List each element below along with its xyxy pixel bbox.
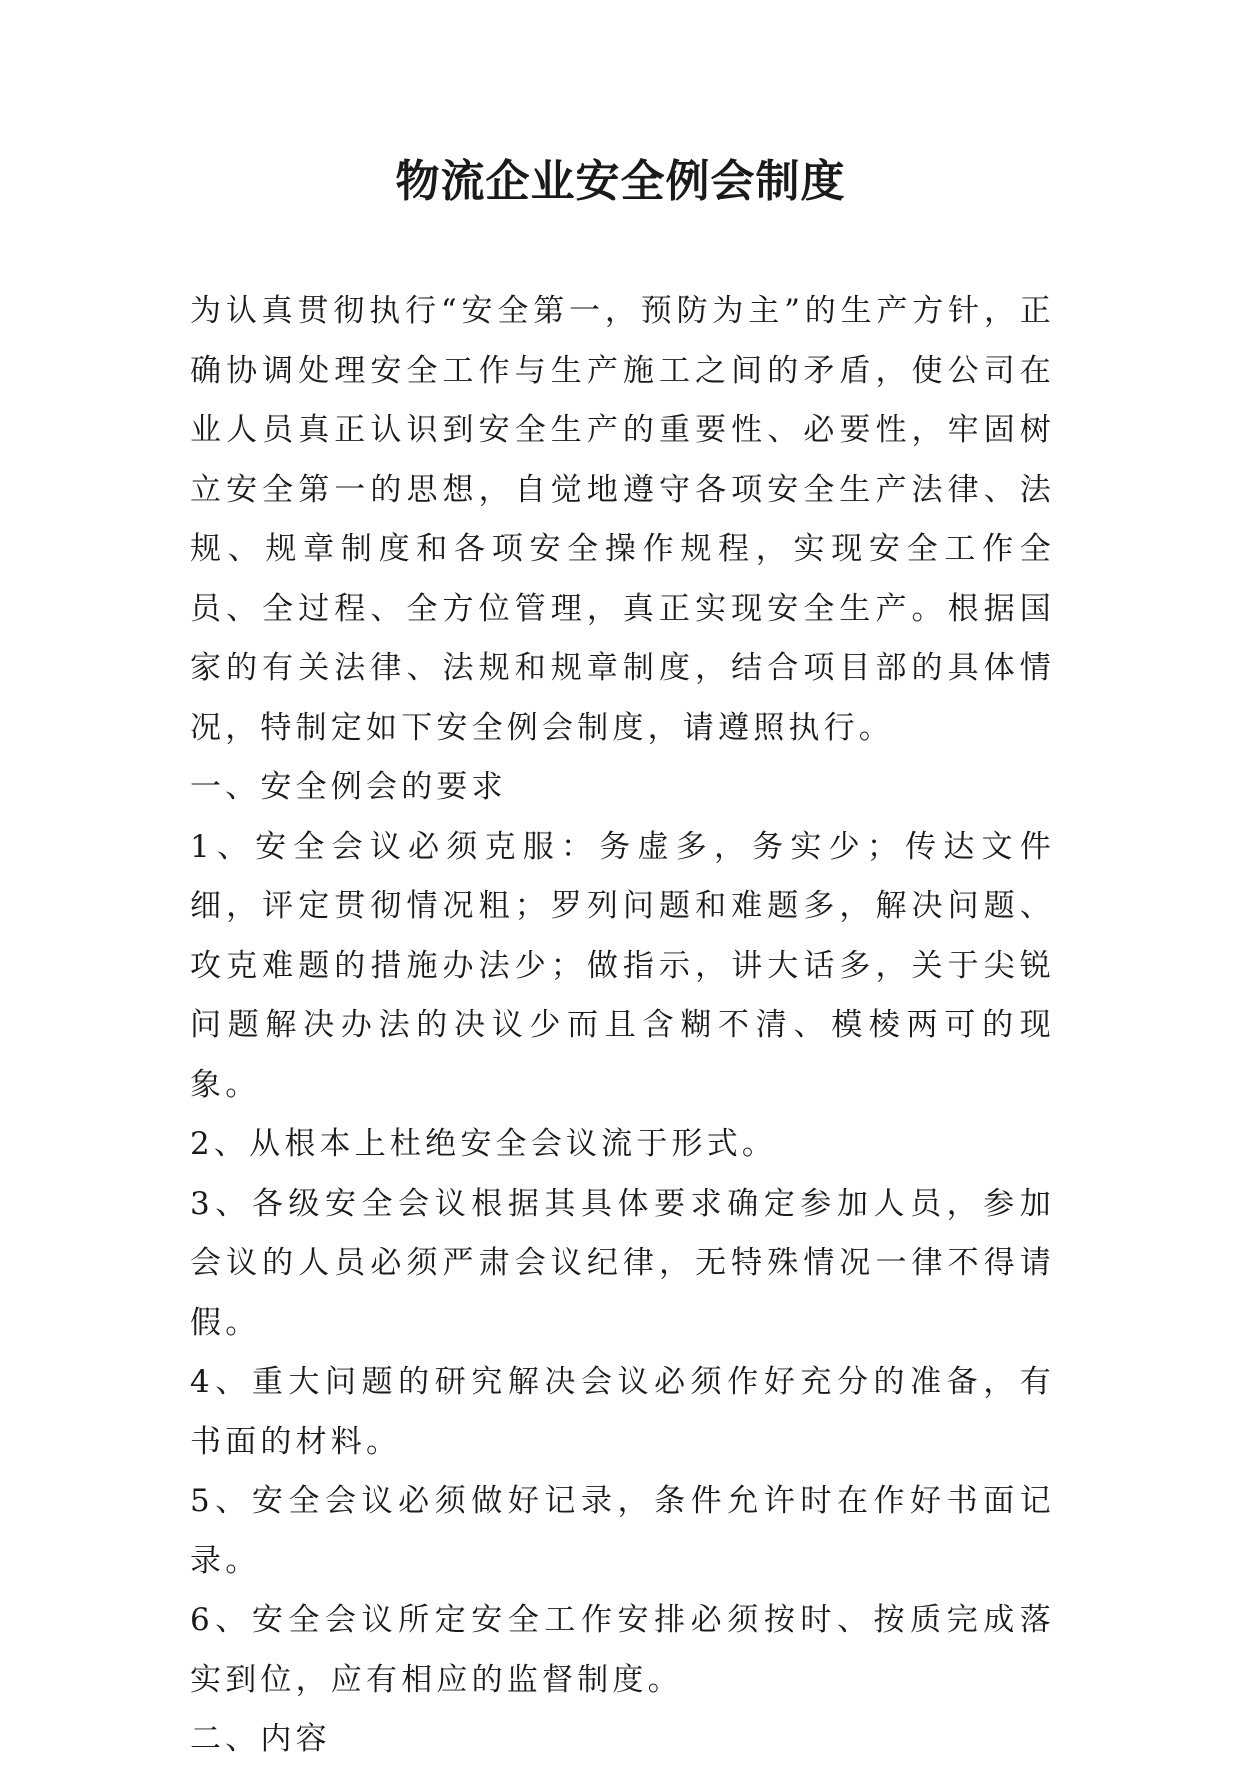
section-heading-content: 二、内容 bbox=[190, 1721, 331, 1757]
intro-paragraph: 为认真贯彻执行“安全第一，预防为主”的生产方针，正确协调处理安全工作与生产施工之间的矛盾，使公司在业人员真正认识到安全生产的重要性、必要性，牢固树立安全第一的思想，自觉地遵守各项安全生产法律、法规、规章制度和各项安全操作规程，实现安全工作全员、全过程、全方位管理，真正实现安全生产。根据国家的有关法律、法规和规章制度，结合项目部的具体情况，特制定如下安全例会制度，请遵照执行。 bbox=[190, 293, 1055, 746]
document-title: 物流企业安全例会制度 bbox=[395, 156, 846, 207]
requirement-item-1: 1、安全会议必须克服：务虚多，务实少；传达文件细，评定贯彻情况粗；罗列问题和难题多，解决问题、攻克难题的措施办法少；做指示，讲大话多，关于尖锐问题解决办法的决议少而且含糊不清、模棱两可的现象。 bbox=[190, 828, 1055, 1103]
section-heading-requirements: 一、安全例会的要求 bbox=[190, 769, 507, 805]
requirement-item-6: 6、安全会议所定安全工作安排必须按时、按质完成落实到位，应有相应的监督制度。 bbox=[190, 1602, 1055, 1698]
requirement-item-3: 3、各级安全会议根据其具体要求确定参加人员，参加会议的人员必须严肃会议纪律，无特殊情况一律不得请假。 bbox=[190, 1185, 1055, 1341]
requirement-item-2: 2、从根本上杜绝安全会议流于形式。 bbox=[190, 1126, 778, 1162]
requirement-item-4: 4、重大问题的研究解决会议必须作好充分的准备，有书面的材料。 bbox=[190, 1364, 1055, 1460]
requirement-item-5: 5、安全会议必须做好记录，条件允许时在作好书面记录。 bbox=[190, 1483, 1055, 1579]
document-body bbox=[190, 282, 1055, 1770]
